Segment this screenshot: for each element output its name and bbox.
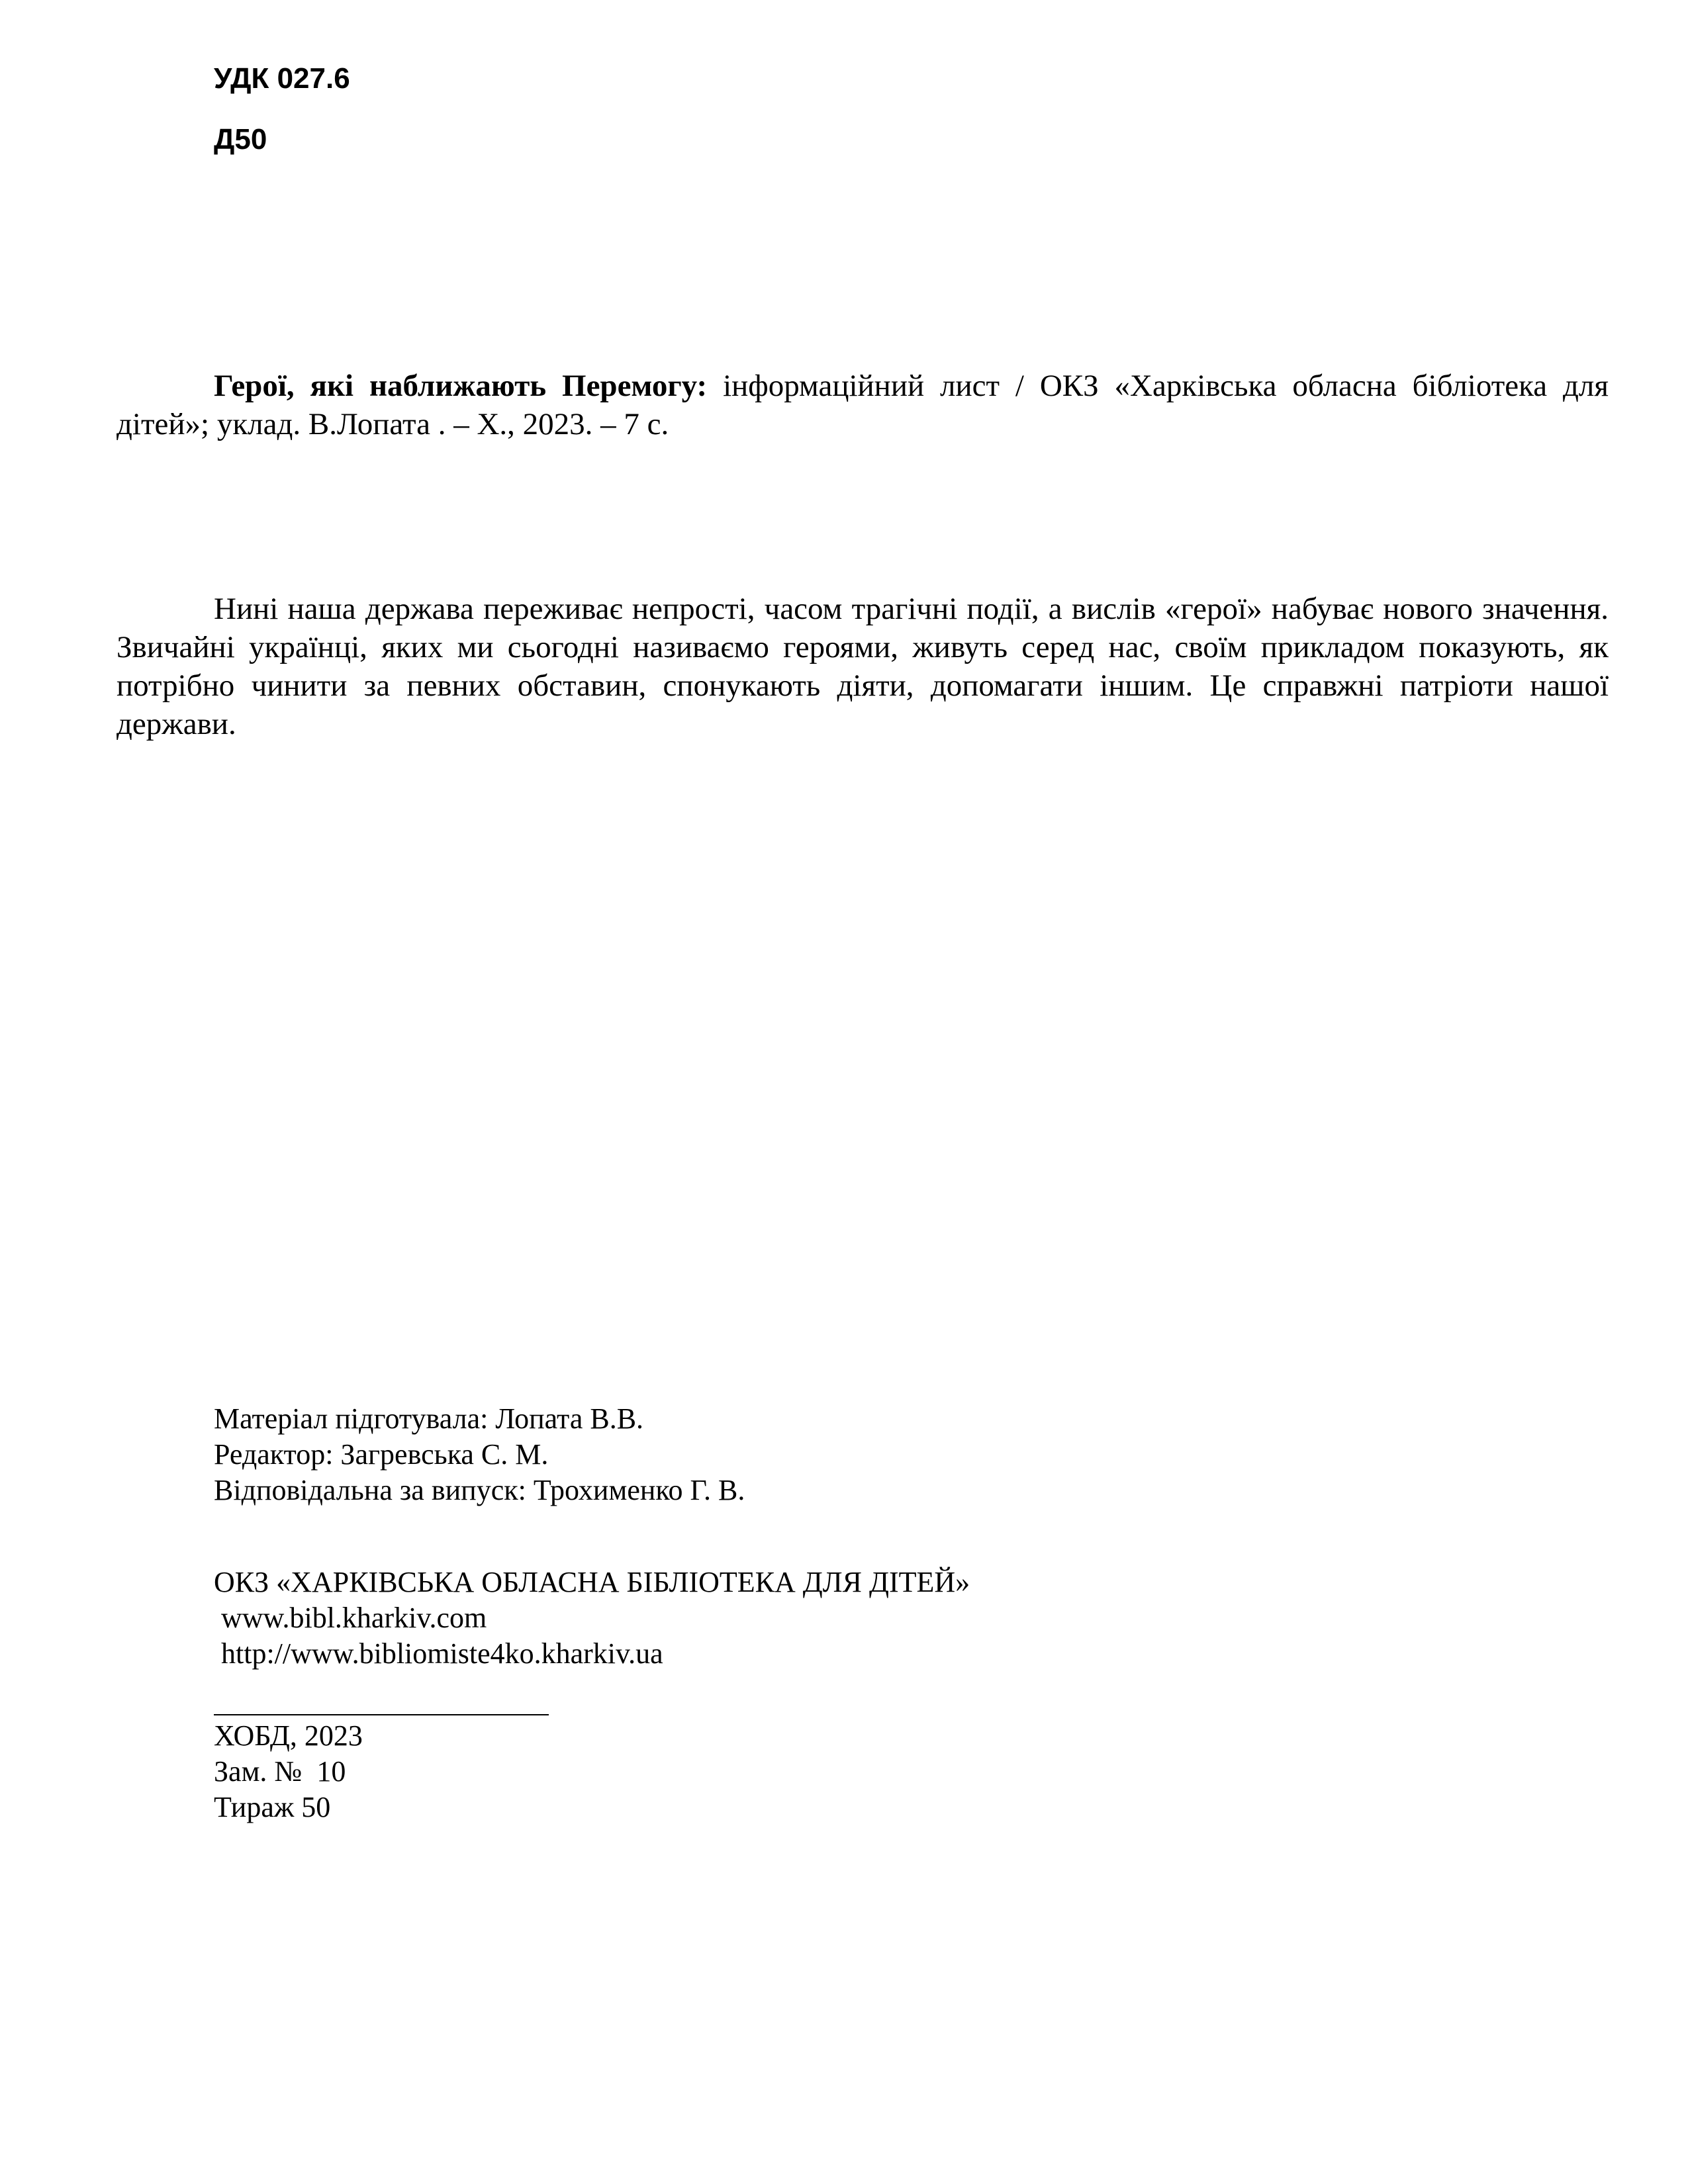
intro-paragraph: Нині наша держава переживає непрості, часом трагічні події, а вислів «герої» набуває нового значення. Звичайні українці, яких ми сьогодні називаємо героями, живуть серед нас, своїм прикладом показують, як потрібно чинити за певних обставин, спонукають діяти, допомагати іншим. Це справжні патріоти нашої держави. [117, 592, 1609, 741]
bibliographic-title: Герої, які наближають Перемогу: [214, 369, 708, 403]
website-link-2[interactable]: http://www.bibliomiste4ko.kharkiv.ua [214, 1637, 663, 1670]
print-run: Тираж 50 [214, 1791, 331, 1823]
publication-info [214, 1718, 363, 1825]
order-number: Зам. № 10 [214, 1755, 346, 1788]
publisher-year: ХОБД, 2023 [214, 1719, 363, 1752]
credits-block [214, 1401, 745, 1508]
prepared-by: Матеріал підготувала: Лопата В.В. [214, 1402, 644, 1435]
udc-code: УДК 027.6 [214, 62, 350, 95]
editor: Редактор: Загревська С. М. [214, 1438, 549, 1471]
bibliographic-description: інформаційний лист / ОКЗ «Харківська обласна бібліотека для дітей»; уклад. В.Лопата . – Х., 2023. – 7 с. [117, 369, 1609, 441]
organization-block [214, 1565, 970, 1672]
website-link-1[interactable]: www.bibl.kharkiv.com [214, 1602, 487, 1634]
organization-name: ОКЗ «ХАРКІВСЬКА ОБЛАСНА БІБЛІОТЕКА ДЛЯ ДІТЕЙ» [214, 1566, 970, 1598]
divider-line [214, 1714, 549, 1715]
author-sign: Д50 [214, 123, 267, 156]
responsible-person: Відповідальна за випуск: Трохименко Г. В. [214, 1474, 745, 1506]
bibliographic-record [117, 367, 1609, 443]
